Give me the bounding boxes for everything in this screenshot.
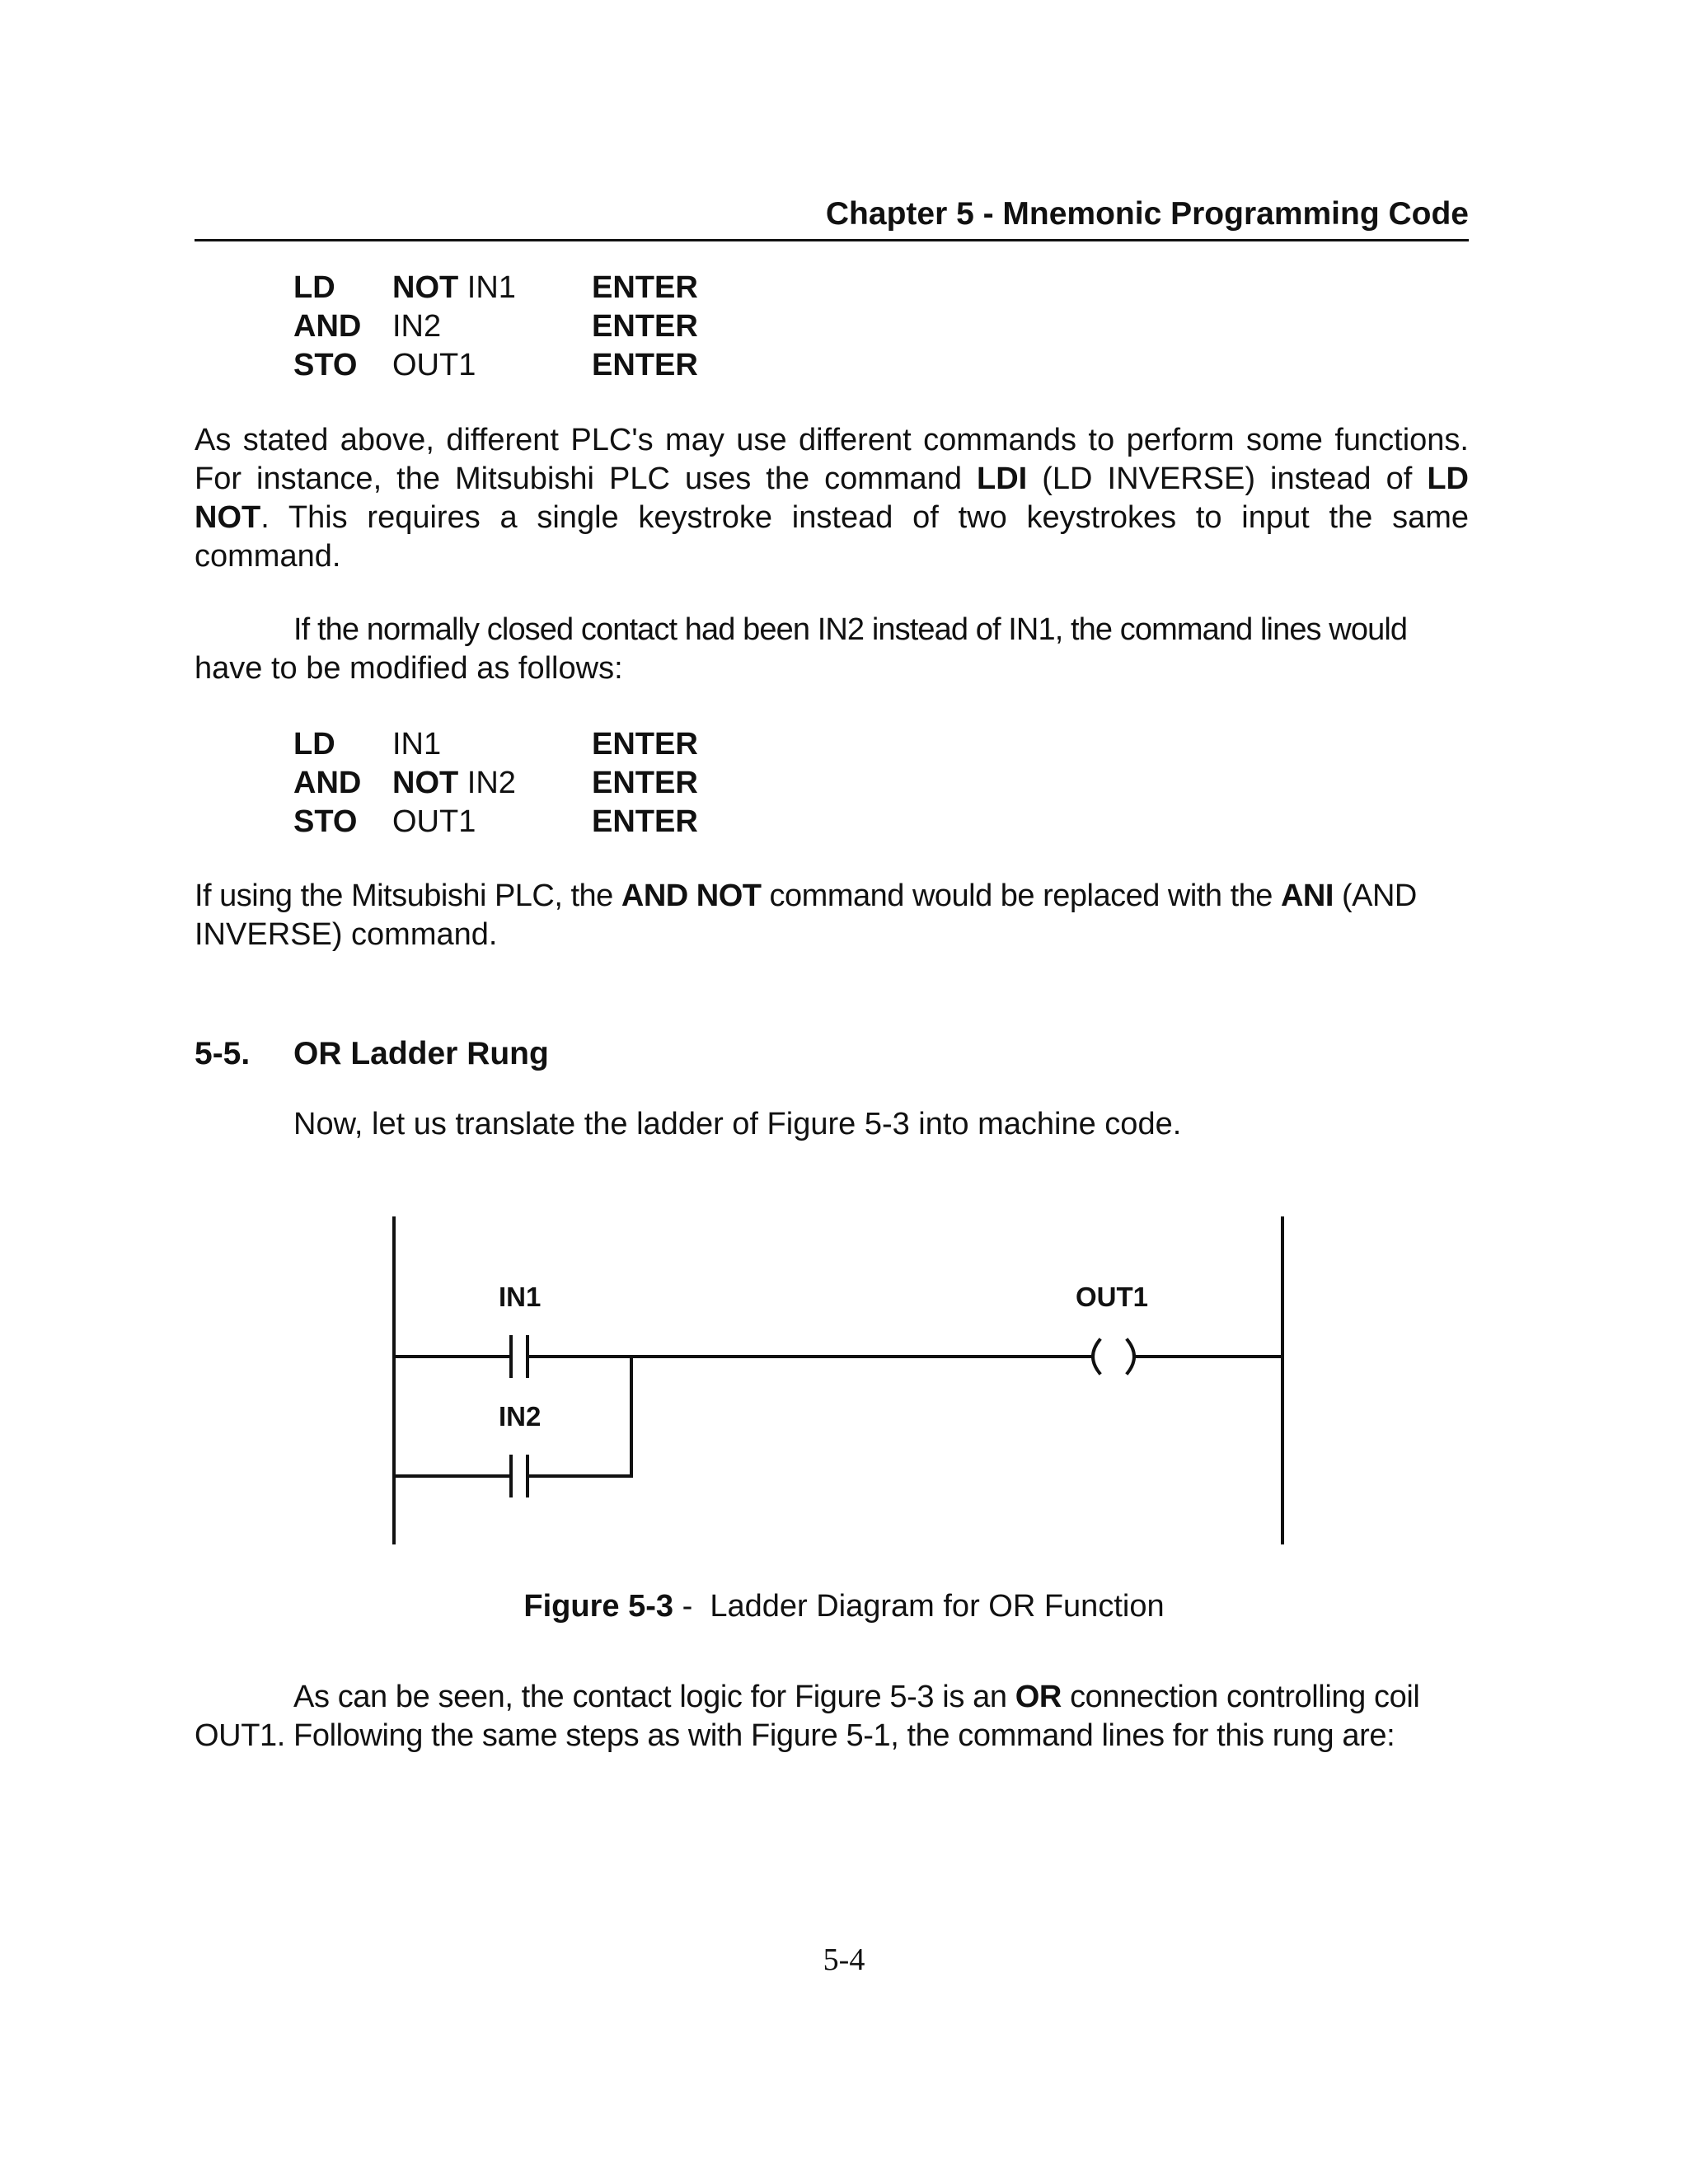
code-op: STO bbox=[293, 804, 358, 839]
bold-term: ANI bbox=[1280, 879, 1334, 913]
contact-in1-label: IN1 bbox=[499, 1282, 542, 1312]
text-span: As stated above, different PLC's may use different commands to perform some functions. bbox=[195, 423, 1469, 457]
bold-term: LDI bbox=[977, 462, 1028, 496]
caption-separator: - bbox=[673, 1589, 710, 1624]
text-line bbox=[195, 1717, 1469, 1755]
text-span: (LD INVERSE) instead of bbox=[1027, 462, 1428, 496]
paragraph-5 bbox=[195, 1678, 1469, 1755]
bold-term: AND NOT bbox=[621, 879, 762, 913]
code-op: AND bbox=[293, 766, 362, 800]
text-span: If the normally closed contact had been IN2 instead of IN1, the command lines would bbox=[293, 612, 1408, 647]
text-span: (AND bbox=[1333, 879, 1417, 913]
coil-right-arc bbox=[1128, 1340, 1134, 1373]
text-span: OUT1. Following the same steps as with Figure 5-1, the command lines for this rung are: bbox=[195, 1718, 1395, 1753]
section-title: OR Ladder Rung bbox=[293, 1036, 549, 1071]
section-number: 5-5. bbox=[195, 1036, 251, 1071]
chapter-header: Chapter 5 - Mnemonic Programming Code bbox=[825, 196, 1469, 232]
figure-number: Figure 5-3 bbox=[523, 1589, 674, 1624]
figure-caption bbox=[0, 1587, 1688, 1626]
text-line bbox=[195, 1678, 1469, 1717]
text-line: command. bbox=[195, 539, 341, 574]
contact-in2-label: IN2 bbox=[499, 1401, 542, 1432]
bold-term: OR bbox=[1015, 1680, 1062, 1714]
code-operand: OUT1 bbox=[392, 804, 476, 839]
code-not: NOT bbox=[392, 766, 459, 800]
code-enter: ENTER bbox=[592, 348, 698, 382]
caption-text: Ladder Diagram for OR Function bbox=[710, 1589, 1165, 1624]
text-line: INVERSE) command. bbox=[195, 917, 498, 952]
code-enter: ENTER bbox=[592, 270, 698, 305]
code-operand: IN1 bbox=[467, 270, 516, 305]
text-span: connection controlling coil bbox=[1061, 1680, 1420, 1714]
code-op: STO bbox=[293, 348, 358, 382]
code-enter: ENTER bbox=[592, 727, 698, 762]
code-op: LD bbox=[293, 270, 335, 305]
code-operand: OUT1 bbox=[392, 348, 476, 382]
code-enter: ENTER bbox=[592, 804, 698, 839]
text-line: have to be modified as follows: bbox=[195, 651, 623, 686]
code-operand: IN2 bbox=[467, 766, 516, 800]
bold-term: NOT bbox=[195, 500, 261, 535]
text-span: If using the Mitsubishi PLC, the bbox=[195, 879, 621, 913]
text-span: command would be replaced with the bbox=[761, 879, 1281, 913]
code-not: NOT bbox=[392, 270, 459, 305]
code-operand: IN2 bbox=[392, 309, 442, 344]
text-span: As can be seen, the contact logic for Figure 5-3 is an bbox=[293, 1680, 1015, 1714]
code-op: AND bbox=[293, 309, 362, 344]
code-operand: IN1 bbox=[392, 727, 442, 762]
bold-term: LD bbox=[1427, 462, 1469, 496]
coil-left-arc bbox=[1093, 1340, 1100, 1373]
coil-out1-label: OUT1 bbox=[1076, 1282, 1149, 1312]
code-enter: ENTER bbox=[592, 766, 698, 800]
text-span: For instance, the Mitsubishi PLC uses the command bbox=[195, 462, 977, 496]
code-op: LD bbox=[293, 727, 335, 762]
text-span: Now, let us translate the ladder of Figure 5-3 into machine code. bbox=[293, 1107, 1182, 1141]
page-number: 5-4 bbox=[823, 1943, 865, 1977]
text-span: . This requires a single keystroke instead of two keystrokes to input the same bbox=[260, 500, 1469, 535]
code-enter: ENTER bbox=[592, 309, 698, 344]
